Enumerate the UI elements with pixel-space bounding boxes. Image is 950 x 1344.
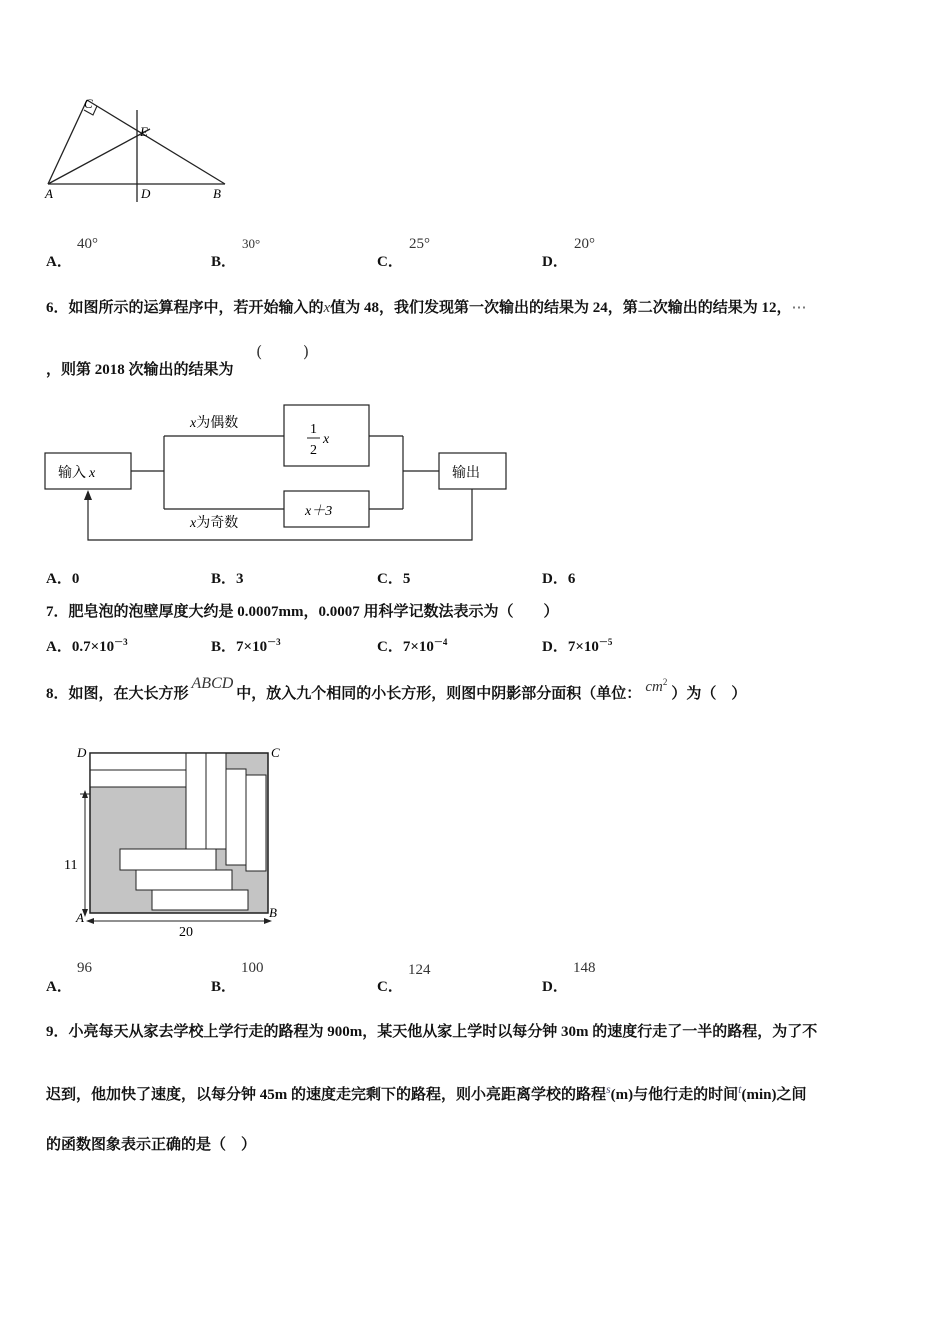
label-a: A — [45, 186, 53, 201]
q6-option-a: A．0 — [46, 571, 80, 587]
q7-option-a: A．$0.7\times 10^{-3}$ — [46, 637, 128, 655]
flow-half-numerator: 1 — [310, 422, 317, 437]
q8-option-d-letter: D． — [542, 979, 568, 995]
flow-output-label: 输出 — [452, 466, 480, 481]
flow-plus3: x＋3 — [305, 504, 333, 519]
q8-option-a-letter: A． — [46, 979, 72, 995]
rectangle-figure — [58, 742, 298, 942]
q6-option-c: C．5 — [377, 571, 411, 587]
q8-option-a-value: 96 — [77, 960, 92, 976]
q7-text: 7．肥皂泡的泡壁厚度大约是 0.0007mm，0.0007 用科学记数法表示为（ ） — [46, 604, 559, 620]
flow-odd-label: x为奇数 — [190, 516, 239, 531]
q5-option-b-value: 30° — [242, 236, 261, 251]
q9-line3: 的函数图象表示正确的是（ ） — [46, 1137, 257, 1153]
q8-option-b-letter: B． — [211, 979, 237, 995]
q8-option-c-letter: C． — [377, 979, 403, 995]
flow-half-denominator: 2 — [310, 443, 317, 458]
q8-option-c-value: 124 — [408, 962, 431, 978]
q7-option-c: C．$7\times 10^{-4}$ — [377, 637, 448, 655]
label-a: A — [76, 910, 84, 925]
label-e: E — [140, 124, 148, 139]
label-d: D — [141, 186, 151, 201]
label-c: C — [84, 96, 93, 111]
flow-input-label: 输入 x — [58, 466, 96, 481]
triangle-figure — [40, 92, 240, 207]
q5-option-c-value: 25° — [409, 236, 430, 252]
label-b: B — [213, 186, 221, 201]
q8-option-b-value: 100 — [241, 960, 264, 976]
q5-option-a-value: 40° — [77, 236, 98, 252]
q9-line2: 迟到，他加快了速度，以每分钟 45m 的速度走完剩下的路程，则小亮距离学校的路程$^s$(m)与他行走的时间$^t$(min)之间 — [46, 1082, 807, 1103]
q6-line2: ，则第 2018 次输出的结果为 — [46, 362, 234, 378]
q7-option-d: D．$7\times 10^{-5}$ — [542, 637, 613, 655]
label-c: C — [271, 745, 280, 760]
q8-option-d-value: 148 — [573, 960, 596, 976]
q6-line1: 6．如图所示的运算程序中，若开始输入的x值为 48，我们发现第一次输出的结果为 24，第二次输出的结果为 12，⋯ — [46, 300, 807, 316]
q6-option-b: B．3 — [211, 571, 244, 587]
q6-option-d: D．6 — [542, 571, 576, 587]
label-height: 11 — [64, 858, 78, 873]
q7-option-b: B．$7\times 10^{-3}$ — [211, 637, 281, 655]
label-b: B — [269, 905, 277, 920]
q9-line1: 9．小亮每天从家去学校上学行走的路程为 900m，某天他从家上学时以每分钟 30m 的速度行走了一半的路程，为了不 — [46, 1024, 818, 1040]
q5-option-c-letter: C． — [377, 254, 403, 270]
flow-half-var: x — [323, 432, 330, 447]
flow-even-label: x为偶数 — [190, 416, 239, 431]
q5-option-d-letter: D． — [542, 254, 568, 270]
flowchart — [40, 398, 520, 548]
q5-option-b-letter: B． — [211, 254, 237, 270]
q8-text: 8．如图，在大长方形ABCD中，放入九个相同的小长方形，则图中阴影部分面积（单位： $cm^2$）为（ ） — [46, 675, 747, 702]
q5-option-d-value: 20° — [574, 236, 595, 252]
q6-answer-paren: ( ) — [256, 342, 310, 361]
label-width: 20 — [179, 925, 193, 940]
label-d: D — [77, 745, 87, 760]
q5-option-a-letter: A． — [46, 254, 72, 270]
